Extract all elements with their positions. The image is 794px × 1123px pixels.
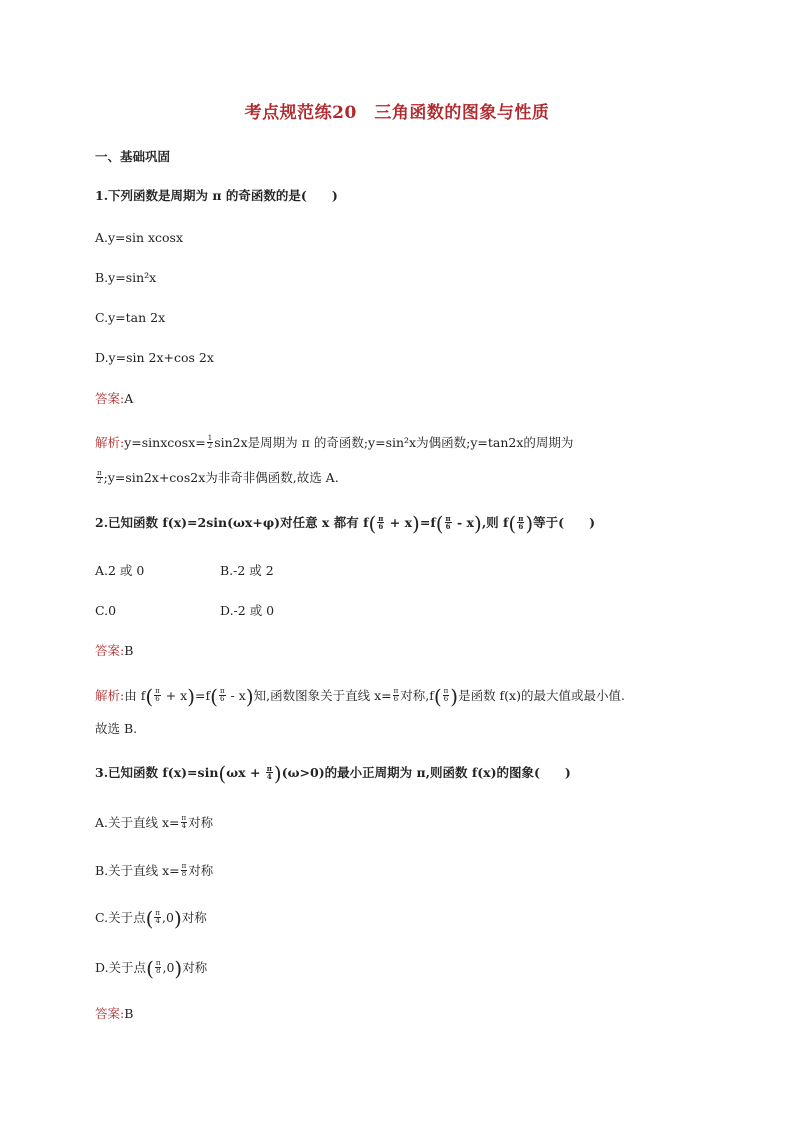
explain-text: y=sinxcosx= xyxy=(124,435,206,450)
q1-explain-line2 xyxy=(95,470,339,486)
q2-explain-line2: 故选 B. xyxy=(95,721,138,736)
answer-value: A xyxy=(124,391,134,406)
answer-value: B xyxy=(124,1006,134,1021)
q2-option-d: D.-2 或 0 xyxy=(220,603,275,618)
page-title: 考点规范练20 三角函数的图象与性质 xyxy=(244,103,550,123)
q3-option-c: C.关于点( $\frac{\pi}{4}$ ,0)对称 xyxy=(95,906,207,931)
answer-value: B xyxy=(124,643,134,658)
q2-stem: 2.已知函数 f(x)=2sin(ωx+φ)对任意 x 都有 f( $\frac{\pi}{6}$ + x)=f( $\frac{\pi}{6}$ - x),则 f( $\frac{\pi}{6}$ )等于( ) xyxy=(95,511,596,536)
fraction: $\frac{\pi}{2}$ xyxy=(97,469,102,485)
q1-option-d: D.y=sin 2x+cos 2x xyxy=(95,350,214,365)
explain-text: sin2x是周期为 π 的奇函数;y=sin²x为偶函数;y=tan2x的周期为 xyxy=(214,435,574,450)
explain-label: 解析: xyxy=(95,435,125,450)
explain-text: ;y=sin2x+cos2x为非奇非偶函数,故选 A. xyxy=(103,470,339,485)
answer-label: 答案: xyxy=(95,391,125,406)
q2-option-c: C.0 xyxy=(95,603,117,618)
q2-explain-line1: 解析:由 f( $\frac{\pi}{6}$ + x)=f( $\frac{\pi}{6}$ - x)知,函数图象关于直线 x= $\frac{\pi}{6}$ 对称,f( $\frac{\pi}{6}$ )是函数 f(x)的最大值或最小值. xyxy=(95,684,625,709)
q1-answer xyxy=(95,391,133,407)
q1-option-a: A.y=sin xcosx xyxy=(95,230,184,245)
q2-answer xyxy=(95,643,133,659)
explain-label: 解析: xyxy=(95,688,125,703)
q1-option-c: C.y=tan 2x xyxy=(95,310,166,325)
fraction: $\frac{1}{2}$ xyxy=(207,434,213,450)
q3-option-d: D.关于点( $\frac{\pi}{8}$ ,0)对称 xyxy=(95,956,208,981)
q1-explain-line1 xyxy=(95,435,573,451)
section-heading: 一、基础巩固 xyxy=(95,149,171,164)
answer-label: 答案: xyxy=(95,643,125,658)
q3-option-a: A.关于直线 x= $\frac{\pi}{4}$ 对称 xyxy=(95,814,214,830)
q3-option-b: B.关于直线 x= $\frac{\pi}{8}$ 对称 xyxy=(95,862,214,878)
q3-stem: 3.已知函数 f(x)=sin(ωx + $\frac{\pi}{4}$ )(ω>0)的最小正周期为 π,则函数 f(x)的图象( ) xyxy=(95,761,571,786)
q1-stem: 1.下列函数是周期为 π 的奇函数的是( ) xyxy=(95,188,338,203)
answer-label: 答案: xyxy=(95,1006,125,1021)
q1-option-b: B.y=sin²x xyxy=(95,270,157,285)
q2-option-a: A.2 或 0 xyxy=(95,563,145,578)
q2-option-b: B.-2 或 2 xyxy=(220,563,274,578)
q3-answer xyxy=(95,1006,133,1022)
